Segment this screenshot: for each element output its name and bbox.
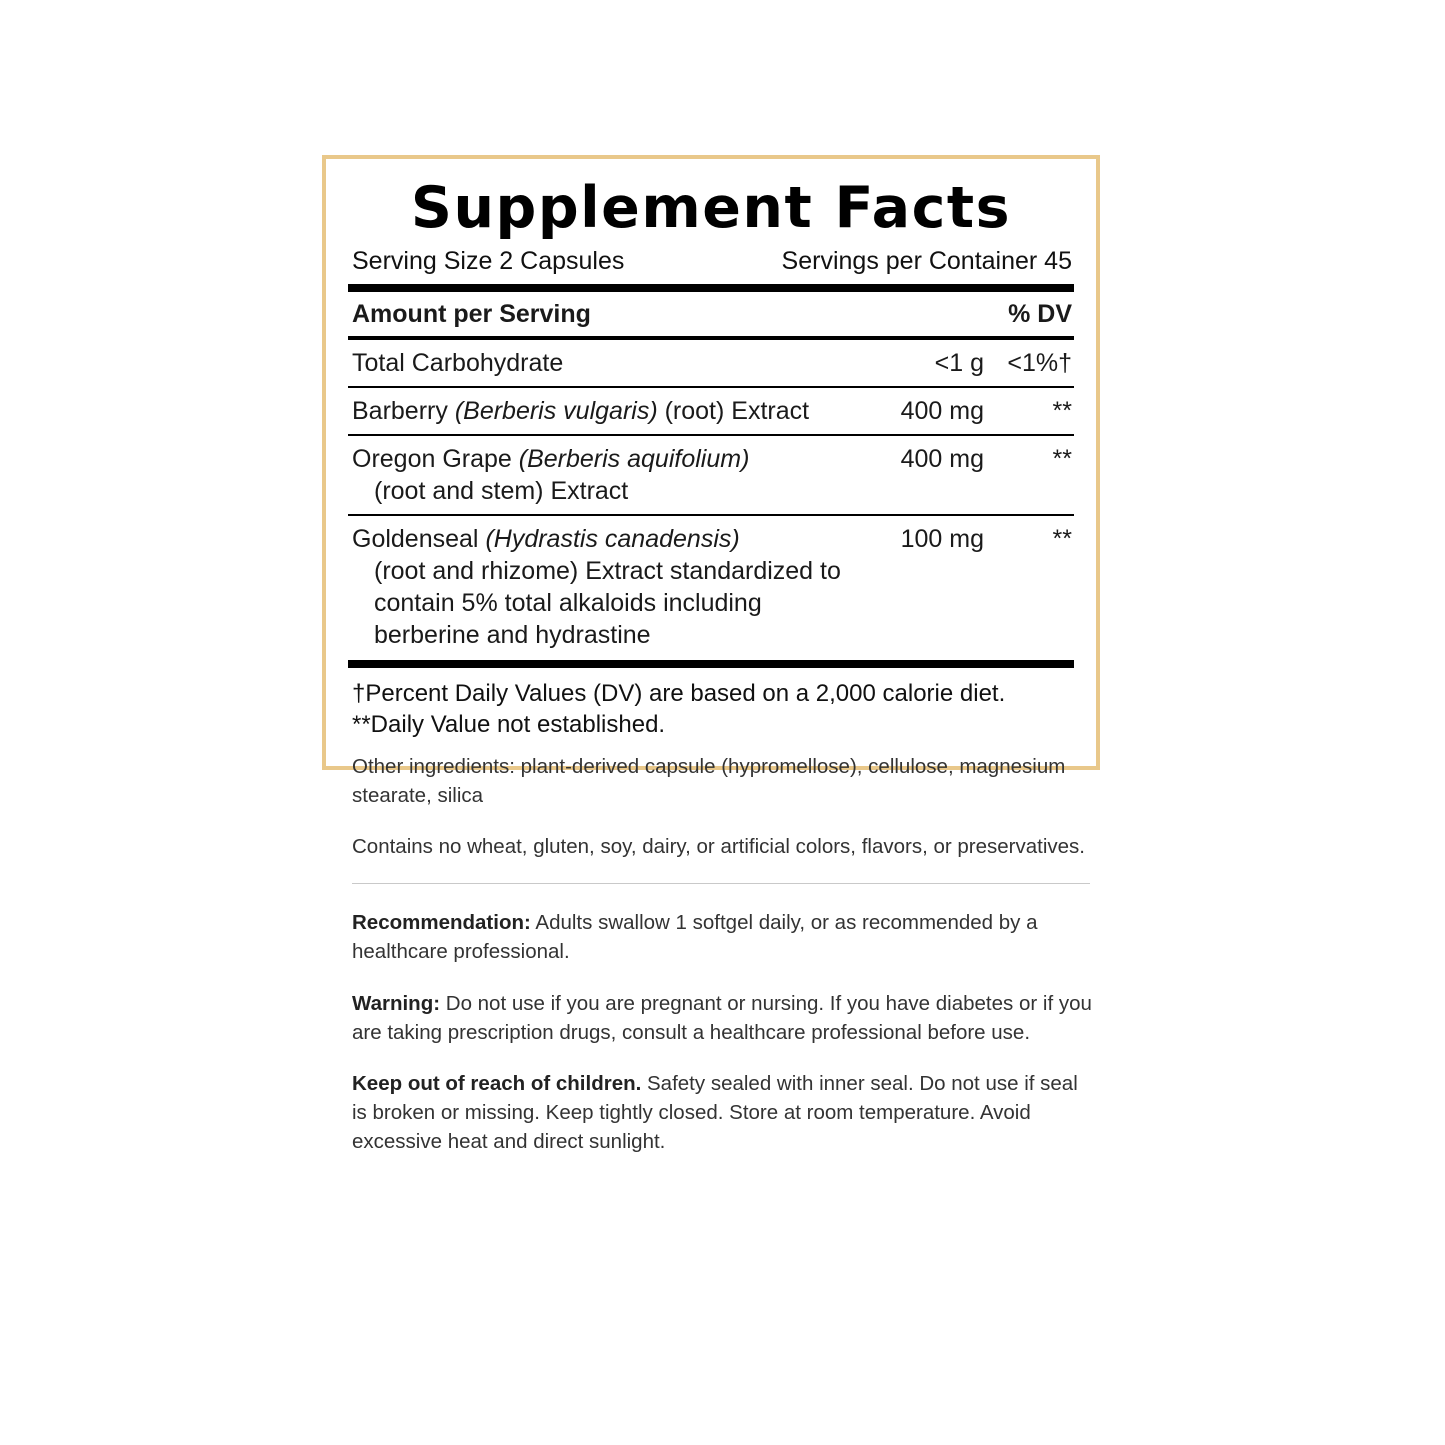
nutrient-amount: 400 mg	[900, 396, 984, 425]
nutrient-name-latin: (Berberis vulgaris)	[454, 396, 658, 425]
keep-out-text: Safety sealed with inner seal. Do not use if seal is broken or missing. Keep tightly closed. Store at room temperature. Avoid excessive heat and direct sunlight.	[352, 1071, 1078, 1153]
nutrient-name	[352, 443, 864, 507]
percent-dv-label: % DV	[1008, 299, 1072, 328]
table-row	[348, 436, 1074, 514]
panel-footnotes	[348, 668, 1074, 740]
warning-block	[352, 989, 1092, 1047]
warning-label: Warning:	[352, 991, 441, 1015]
amount-per-serving-label: Amount per Serving	[352, 299, 591, 328]
nutrient-dv: **	[1052, 444, 1072, 473]
section-divider	[352, 883, 1090, 884]
label-details	[352, 752, 1092, 1178]
warning-text: Do not use if you are pregnant or nursing. If you have diabetes or if you are taking prescription drugs, consult a healthcare professional before use.	[352, 991, 1092, 1044]
nutrient-name-main: Oregon Grape	[352, 444, 519, 473]
nutrient-amount: 400 mg	[900, 444, 984, 473]
nutrient-name: Total Carbohydrate	[352, 348, 564, 377]
nutrient-name-tail: (root) Extract	[657, 396, 810, 425]
amount-per-serving-header	[348, 292, 1074, 336]
servings-per-container: Servings per Container 45	[781, 246, 1072, 275]
table-row	[348, 340, 1074, 386]
nutrient-name-tail: (root and stem) Extract	[374, 476, 629, 505]
supplement-facts-panel	[322, 155, 1100, 770]
nutrient-dv: <1%†	[1007, 348, 1072, 377]
nutrient-name	[352, 395, 864, 427]
panel-title: Supplement Facts	[410, 175, 1012, 241]
allergen-statement: Contains no wheat, gluten, soy, dairy, or artificial colors, flavors, or preservatives.	[352, 835, 1085, 859]
serving-size: Serving Size 2 Capsules	[352, 246, 625, 275]
nutrient-name-latin: (Berberis aquifolium)	[518, 444, 750, 473]
recommendation-block	[352, 908, 1092, 966]
nutrient-amount: <1 g	[934, 348, 984, 377]
table-row	[348, 516, 1074, 658]
nutrient-name-latin: (Hydrastis canadensis)	[485, 524, 740, 553]
nutrient-name-tail: (root and rhizome) Extract standardized to contain 5% total alkaloids including berberine and hydrastine	[374, 556, 841, 649]
keep-out-block	[352, 1069, 1092, 1156]
nutrient-dv: **	[1052, 524, 1072, 553]
keep-out-label: Keep out of reach of children.	[352, 1071, 642, 1095]
footnote-daily-value: †Percent Daily Values (DV) are based on a 2,000 calorie diet.	[352, 679, 1006, 707]
footnote-not-established: **Daily Value not established.	[352, 711, 666, 739]
nutrient-name-main: Goldenseal	[352, 524, 486, 553]
recommendation-text: Adults swallow 1 softgel daily, or as recommended by a healthcare professional.	[352, 911, 1038, 964]
nutrient-dv: **	[1052, 396, 1072, 425]
table-row	[348, 388, 1074, 434]
nutrient-name-main: Barberry	[352, 396, 455, 425]
other-ingredients: Other ingredients: plant-derived capsule (hypromellose), cellulose, magnesium stearate, silica	[352, 755, 1066, 808]
rule-thick-bottom	[348, 660, 1074, 668]
recommendation-label: Recommendation:	[352, 911, 531, 935]
nutrient-amount: 100 mg	[900, 524, 984, 553]
rule-thick-top	[348, 284, 1074, 292]
serving-info	[348, 243, 1074, 282]
nutrient-name	[352, 523, 864, 651]
